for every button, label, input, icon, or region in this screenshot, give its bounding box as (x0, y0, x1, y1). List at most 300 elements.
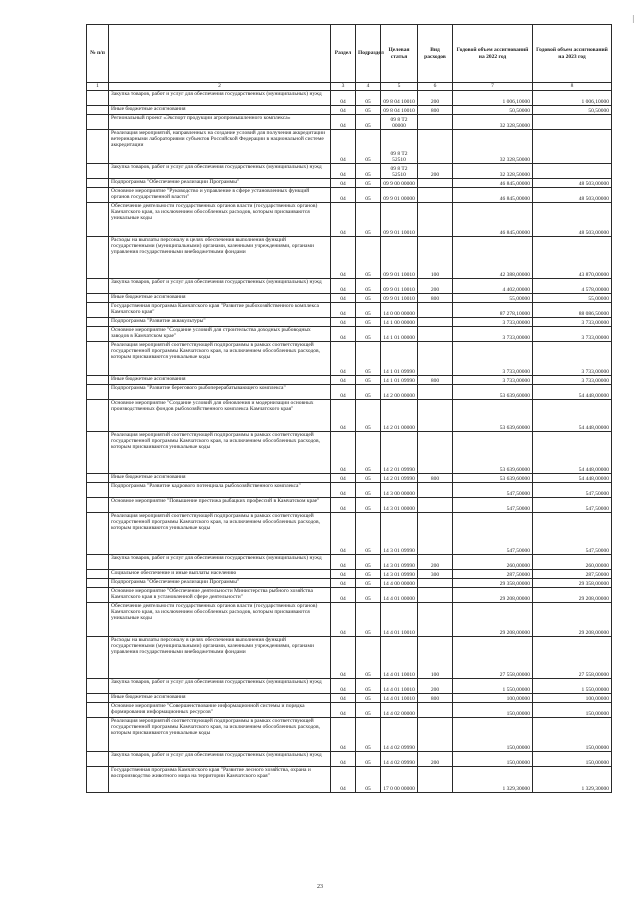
section-cell: 04 (331, 294, 356, 303)
target-article-cell: 14 3 01 09990 (381, 555, 418, 570)
amount-2023-cell: 3 733,00000 (533, 318, 612, 327)
index-cell: 3 (331, 83, 356, 91)
item-name-cell: Иные бюджетные ассигнования (109, 474, 331, 483)
target-article-cell: 09 9 01 10010 (381, 294, 418, 303)
row-number-cell (87, 703, 109, 718)
row-number-cell (87, 179, 109, 188)
table-row (87, 400, 612, 432)
table-row (87, 513, 612, 555)
subsection-cell: 05 (356, 294, 381, 303)
amount-2022-cell: 32 328,50000 (453, 164, 533, 179)
subsection-cell: 05 (356, 555, 381, 570)
row-number-cell (87, 637, 109, 679)
table-row (87, 385, 612, 400)
subsection-cell: 05 (356, 432, 381, 474)
section-cell: 04 (331, 91, 356, 106)
target-article-cell: 09 8 T2 00000 (381, 115, 418, 130)
amount-2023-cell: 29 208,00000 (533, 603, 612, 637)
item-name-cell: Закупка товаров, работ и услуг для обеспечения государственных (муниципальных) нужд (109, 164, 331, 179)
target-article-cell: 14 4 01 10010 (381, 679, 418, 694)
amount-2022-cell: 3 733,00000 (453, 376, 533, 385)
section-cell: 04 (331, 513, 356, 555)
subsection-cell: 05 (356, 188, 381, 203)
amount-2022-cell: 87 278,10000 (453, 303, 533, 318)
section-cell: 04 (331, 203, 356, 237)
table-row (87, 679, 612, 694)
item-name-cell: Реализация мероприятий, направленных на создание условий для получения аккредитации ветеринарными лабораториями субъектов Российской Федерации в национальной системе аккредитации (109, 130, 331, 164)
amount-2023-cell: 27 558,00000 (533, 637, 612, 679)
table-row (87, 637, 612, 679)
amount-2022-cell: 29 208,00000 (453, 603, 533, 637)
amount-2022-cell: 46 845,00000 (453, 188, 533, 203)
target-article-cell: 14 1 01 00000 (381, 327, 418, 342)
subsection-cell: 05 (356, 603, 381, 637)
table-row (87, 694, 612, 703)
subsection-cell: 05 (356, 400, 381, 432)
target-article-cell: 14 4 01 00000 (381, 588, 418, 603)
target-article-cell: 09 9 01 10010 (381, 237, 418, 279)
amount-2022-cell: 150,00000 (453, 718, 533, 752)
target-article-cell: 09 8 T2 52510 (381, 164, 418, 179)
target-article-cell: 09 8 T2 52510 (381, 130, 418, 164)
item-name-cell: Закупка товаров, работ и услуг для обеспечения государственных (муниципальных) нужд (109, 91, 331, 106)
row-number-cell (87, 483, 109, 498)
amount-2023-cell: 29 358,00000 (533, 579, 612, 588)
section-cell: 04 (331, 318, 356, 327)
expense-type-cell: 200 (418, 752, 453, 767)
amount-2022-cell: 46 845,00000 (453, 179, 533, 188)
row-number-cell (87, 203, 109, 237)
row-number-cell (87, 342, 109, 376)
amount-2023-cell: 54 448,00000 (533, 400, 612, 432)
index-cell: 4 (356, 83, 381, 91)
amount-2022-cell: 50,50000 (453, 106, 533, 115)
table-row (87, 130, 612, 164)
row-number-cell (87, 603, 109, 637)
row-number-cell (87, 588, 109, 603)
expense-type-cell (418, 130, 453, 164)
expense-type-cell (418, 342, 453, 376)
header-expense: Вид расходов (418, 25, 453, 83)
amount-2022-cell: 29 208,00000 (453, 588, 533, 603)
subsection-cell: 05 (356, 752, 381, 767)
row-number-cell (87, 115, 109, 130)
amount-2023-cell: 4 578,00000 (533, 279, 612, 294)
target-article-cell: 14 4 02 09990 (381, 752, 418, 767)
expense-type-cell (418, 179, 453, 188)
header-target: Целевая статья (381, 25, 418, 83)
target-article-cell: 09 9 01 10010 (381, 203, 418, 237)
table-row (87, 342, 612, 376)
table-row (87, 483, 612, 498)
index-cell: 7 (453, 83, 533, 91)
margin-mark: | (632, 14, 634, 23)
item-name-cell: Региональный проект «Экспорт продукции агропромышленного комплекса» (109, 115, 331, 130)
amount-2022-cell: 55,00000 (453, 294, 533, 303)
expense-type-cell (418, 188, 453, 203)
section-cell: 04 (331, 498, 356, 513)
row-number-cell (87, 694, 109, 703)
amount-2022-cell: 46 845,00000 (453, 203, 533, 237)
item-name-cell: Подпрограмма "Развитие берегового рыбоперерабатывающего комплекса" (109, 385, 331, 400)
target-article-cell: 14 0 00 00000 (381, 303, 418, 318)
expense-type-cell (418, 588, 453, 603)
item-name-cell: Подпрограмма "Обеспечение реализации Программы" (109, 179, 331, 188)
row-number-cell (87, 376, 109, 385)
row-number-cell (87, 237, 109, 279)
subsection-cell: 05 (356, 91, 381, 106)
subsection-cell: 05 (356, 237, 381, 279)
header-name (109, 25, 331, 83)
row-number-cell (87, 164, 109, 179)
subsection-cell: 05 (356, 115, 381, 130)
target-article-cell: 17 0 00 00000 (381, 767, 418, 793)
target-article-cell: 14 3 01 09990 (381, 570, 418, 579)
subsection-cell: 05 (356, 303, 381, 318)
section-cell: 04 (331, 188, 356, 203)
target-article-cell: 14 4 02 00000 (381, 703, 418, 718)
amount-2022-cell: 3 733,00000 (453, 318, 533, 327)
section-cell: 04 (331, 164, 356, 179)
table-row (87, 474, 612, 483)
row-number-cell (87, 555, 109, 570)
table-row (87, 376, 612, 385)
target-article-cell: 14 4 01 10010 (381, 637, 418, 679)
section-cell: 04 (331, 718, 356, 752)
amount-2023-cell: 43 870,00000 (533, 237, 612, 279)
header-num: № п/п (87, 25, 109, 83)
table-row (87, 237, 612, 279)
target-article-cell: 09 9 01 00000 (381, 188, 418, 203)
expense-type-cell: 200 (418, 279, 453, 294)
subsection-cell: 05 (356, 694, 381, 703)
item-name-cell: Расходы на выплаты персоналу в целях обеспечения выполнения функций государственными (муниципальными) органами, казенными учреждениями, органами управления государственными внебюджетными фондами (109, 237, 331, 279)
header-2023: Годовой объем ассигнований на 2023 год (533, 25, 612, 83)
section-cell: 04 (331, 588, 356, 603)
target-article-cell: 14 4 00 00000 (381, 579, 418, 588)
section-cell: 04 (331, 752, 356, 767)
item-name-cell: Иные бюджетные ассигнования (109, 376, 331, 385)
amount-2022-cell: 547,50000 (453, 483, 533, 498)
index-cell: 6 (418, 83, 453, 91)
index-cell: 1 (87, 83, 109, 91)
target-article-cell: 14 2 00 00000 (381, 385, 418, 400)
item-name-cell: Основное мероприятие "Обеспечение деятельности Министерства рыбного хозяйства Камчатского края в установленной сфере деятельности" (109, 588, 331, 603)
subsection-cell: 05 (356, 385, 381, 400)
item-name-cell: Реализация мероприятий соответствующей подпрограммы в рамках соответствующей государственной программы Камчатского края, за исключением обособленных расходов, которым присваиваются уникальные коды (109, 513, 331, 555)
amount-2022-cell: 3 733,00000 (453, 342, 533, 376)
section-cell: 04 (331, 237, 356, 279)
amount-2023-cell: 547,50000 (533, 513, 612, 555)
subsection-cell: 05 (356, 318, 381, 327)
row-number-cell (87, 579, 109, 588)
expense-type-cell: 800 (418, 376, 453, 385)
section-cell: 04 (331, 637, 356, 679)
amount-2022-cell: 260,00000 (453, 555, 533, 570)
table-row (87, 555, 612, 570)
section-cell: 04 (331, 303, 356, 318)
expense-type-cell: 200 (418, 164, 453, 179)
section-cell: 04 (331, 279, 356, 294)
expense-type-cell (418, 432, 453, 474)
subsection-cell: 05 (356, 718, 381, 752)
expense-type-cell: 200 (418, 679, 453, 694)
target-article-cell: 14 3 01 09990 (381, 513, 418, 555)
table-header-row (87, 25, 612, 83)
expense-type-cell (418, 579, 453, 588)
subsection-cell: 05 (356, 767, 381, 793)
amount-2023-cell: 3 733,00000 (533, 376, 612, 385)
section-cell: 04 (331, 483, 356, 498)
section-cell: 04 (331, 342, 356, 376)
expense-type-cell: 800 (418, 106, 453, 115)
item-name-cell: Социальное обеспечение и иные выплаты населению (109, 570, 331, 579)
amount-2023-cell: 55,00000 (533, 294, 612, 303)
amount-2022-cell: 4 402,00000 (453, 279, 533, 294)
expense-type-cell (418, 483, 453, 498)
expense-type-cell (418, 327, 453, 342)
expense-type-cell: 800 (418, 294, 453, 303)
row-number-cell (87, 718, 109, 752)
target-article-cell: 14 2 01 09990 (381, 432, 418, 474)
target-article-cell: 14 2 01 09990 (381, 474, 418, 483)
table-row (87, 603, 612, 637)
item-name-cell: Иные бюджетные ассигнования (109, 694, 331, 703)
row-number-cell (87, 767, 109, 793)
expense-type-cell (418, 203, 453, 237)
table-row (87, 432, 612, 474)
row-number-cell (87, 106, 109, 115)
table-row (87, 703, 612, 718)
target-article-cell: 09 9 00 00000 (381, 179, 418, 188)
section-cell: 04 (331, 474, 356, 483)
amount-2023-cell: 1 550,00000 (533, 679, 612, 694)
table-row (87, 164, 612, 179)
expense-type-cell (418, 767, 453, 793)
amount-2023-cell: 1 006,10000 (533, 91, 612, 106)
row-number-cell (87, 91, 109, 106)
section-cell: 04 (331, 115, 356, 130)
expense-type-cell (418, 385, 453, 400)
amount-2023-cell (533, 130, 612, 164)
item-name-cell: Подпрограмма "Обеспечение реализации Программы" (109, 579, 331, 588)
table-row (87, 327, 612, 342)
amount-2022-cell: 1 329,30000 (453, 767, 533, 793)
row-number-cell (87, 679, 109, 694)
section-cell: 04 (331, 679, 356, 694)
amount-2023-cell: 547,50000 (533, 483, 612, 498)
item-name-cell: Реализация мероприятий соответствующей подпрограммы в рамках соответствующей государственной программы Камчатского края, за исключением обособленных расходов, которым присваиваются уникальные коды (109, 342, 331, 376)
amount-2022-cell: 1 550,00000 (453, 679, 533, 694)
amount-2023-cell: 150,00000 (533, 718, 612, 752)
item-name-cell: Закупка товаров, работ и услуг для обеспечения государственных (муниципальных) нужд (109, 679, 331, 694)
amount-2023-cell: 547,50000 (533, 498, 612, 513)
item-name-cell: Иные бюджетные ассигнования (109, 106, 331, 115)
amount-2023-cell: 48 503,00000 (533, 203, 612, 237)
expense-type-cell: 100 (418, 237, 453, 279)
subsection-cell: 05 (356, 164, 381, 179)
item-name-cell: Закупка товаров, работ и услуг для обеспечения государственных (муниципальных) нужд (109, 555, 331, 570)
section-cell: 04 (331, 130, 356, 164)
subsection-cell: 05 (356, 130, 381, 164)
table-row (87, 115, 612, 130)
item-name-cell: Реализация мероприятий соответствующей подпрограммы в рамках соответствующей государственной программы Камчатского края, за исключением обособленных расходов, которым присваиваются уникальные коды (109, 718, 331, 752)
expense-type-cell: 800 (418, 694, 453, 703)
subsection-cell: 05 (356, 474, 381, 483)
item-name-cell: Основное мероприятие "Создание условий для строительства доходных рыбоводных заводов в Камчатском крае" (109, 327, 331, 342)
target-article-cell: 09 8 04 10010 (381, 106, 418, 115)
section-cell: 04 (331, 376, 356, 385)
item-name-cell: Государственная программа Камчатского края "Развитие рыбохозяйственного комплекса Камчатского края" (109, 303, 331, 318)
section-cell: 04 (331, 767, 356, 793)
section-cell: 04 (331, 570, 356, 579)
table-row (87, 498, 612, 513)
expense-type-cell (418, 318, 453, 327)
expense-type-cell: 200 (418, 555, 453, 570)
section-cell: 04 (331, 327, 356, 342)
amount-2022-cell: 150,00000 (453, 703, 533, 718)
target-article-cell: 14 1 00 00000 (381, 318, 418, 327)
amount-2022-cell: 53 639,60000 (453, 474, 533, 483)
expense-type-cell (418, 400, 453, 432)
section-cell: 04 (331, 603, 356, 637)
row-number-cell (87, 432, 109, 474)
table-row (87, 303, 612, 318)
expense-type-cell (418, 603, 453, 637)
subsection-cell: 05 (356, 588, 381, 603)
amount-2023-cell: 54 448,00000 (533, 474, 612, 483)
row-number-cell (87, 279, 109, 294)
expense-type-cell (418, 303, 453, 318)
index-cell: 2 (109, 83, 331, 91)
subsection-cell: 05 (356, 279, 381, 294)
amount-2023-cell: 100,00000 (533, 694, 612, 703)
expense-type-cell: 100 (418, 637, 453, 679)
item-name-cell: Основное мероприятие "Повышение престижа рыбацких профессий в Камчатском крае" (109, 498, 331, 513)
amount-2023-cell: 3 733,00000 (533, 342, 612, 376)
row-number-cell (87, 303, 109, 318)
amount-2023-cell: 54 448,00000 (533, 385, 612, 400)
row-number-cell (87, 318, 109, 327)
expense-type-cell (418, 498, 453, 513)
amount-2023-cell: 54 448,00000 (533, 432, 612, 474)
expense-type-cell (418, 703, 453, 718)
table-body (87, 83, 612, 793)
item-name-cell: Подпрограмма "Развитие аквакультуры" (109, 318, 331, 327)
table-row (87, 318, 612, 327)
table-row (87, 188, 612, 203)
target-article-cell: 14 2 01 00000 (381, 400, 418, 432)
target-article-cell: 09 9 01 10010 (381, 279, 418, 294)
row-number-cell (87, 513, 109, 555)
expense-type-cell (418, 115, 453, 130)
row-number-cell (87, 570, 109, 579)
subsection-cell: 05 (356, 342, 381, 376)
item-name-cell: Подпрограмма "Развитие кадрового потенциала рыбохозяйственного комплекса" (109, 483, 331, 498)
amount-2023-cell: 287,50000 (533, 570, 612, 579)
table-row (87, 588, 612, 603)
header-section: Раздел (331, 25, 356, 83)
item-name-cell: Основное мероприятие "Создание условий для обновления и модернизации основных производственных фондов рыбохозяйственного комплекса Камчатского края" (109, 400, 331, 432)
target-article-cell: 14 3 00 00000 (381, 483, 418, 498)
amount-2023-cell: 88 086,50000 (533, 303, 612, 318)
expense-type-cell (418, 718, 453, 752)
amount-2022-cell: 42 388,00000 (453, 237, 533, 279)
header-2022: Годовой объем ассигнований на 2022 год (453, 25, 533, 83)
item-name-cell: Государственная программа Камчатского края "Развитие лесного хозяйства, охрана и воспроизводство животного мира на территории Камчатского края" (109, 767, 331, 793)
amount-2022-cell: 547,50000 (453, 513, 533, 555)
subsection-cell: 05 (356, 327, 381, 342)
target-article-cell: 14 3 01 00000 (381, 498, 418, 513)
amount-2022-cell: 53 639,60000 (453, 400, 533, 432)
amount-2022-cell: 547,50000 (453, 498, 533, 513)
amount-2023-cell: 150,00000 (533, 703, 612, 718)
amount-2022-cell: 3 733,00000 (453, 327, 533, 342)
amount-2023-cell (533, 115, 612, 130)
amount-2023-cell: 1 329,30000 (533, 767, 612, 793)
amount-2022-cell: 32 328,50000 (453, 130, 533, 164)
amount-2022-cell: 29 358,00000 (453, 579, 533, 588)
expense-type-cell: 300 (418, 570, 453, 579)
subsection-cell: 05 (356, 106, 381, 115)
amount-2023-cell: 50,50000 (533, 106, 612, 115)
section-cell: 04 (331, 400, 356, 432)
expense-type-cell: 800 (418, 474, 453, 483)
section-cell: 04 (331, 555, 356, 570)
target-article-cell: 14 4 01 10010 (381, 694, 418, 703)
row-number-cell (87, 400, 109, 432)
section-cell: 04 (331, 179, 356, 188)
amount-2023-cell: 3 733,00000 (533, 327, 612, 342)
item-name-cell: Иные бюджетные ассигнования (109, 294, 331, 303)
amount-2023-cell: 48 503,00000 (533, 188, 612, 203)
table-row (87, 752, 612, 767)
subsection-cell: 05 (356, 570, 381, 579)
subsection-cell: 05 (356, 513, 381, 555)
amount-2023-cell (533, 164, 612, 179)
target-article-cell: 14 1 01 09990 (381, 376, 418, 385)
table-row (87, 279, 612, 294)
expense-type-cell (418, 513, 453, 555)
subsection-cell: 05 (356, 579, 381, 588)
subsection-cell: 05 (356, 376, 381, 385)
index-cell: 5 (381, 83, 418, 91)
table-row (87, 767, 612, 793)
table-row (87, 579, 612, 588)
amount-2022-cell: 53 639,60000 (453, 385, 533, 400)
amount-2022-cell: 32 328,50000 (453, 115, 533, 130)
row-number-cell (87, 188, 109, 203)
subsection-cell: 05 (356, 679, 381, 694)
amount-2022-cell: 150,00000 (453, 752, 533, 767)
table-row (87, 203, 612, 237)
item-name-cell: Обеспечение деятельности государственных органов власти (государственных органов) Камчатского края, за исключением обособленных расходов, которым присваиваются уникальные коды (109, 603, 331, 637)
header-subsection: Подраздел (356, 25, 381, 83)
amount-2022-cell: 1 006,10000 (453, 91, 533, 106)
index-cell: 8 (533, 83, 612, 91)
amount-2022-cell: 27 558,00000 (453, 637, 533, 679)
table-row (87, 91, 612, 106)
item-name-cell: Обеспечение деятельности государственных органов власти (государственных органов) Камчатского края, за исключением обособленных расходов, которым присваиваются уникальные коды (109, 203, 331, 237)
item-name-cell: Основное мероприятие "Совершенствование информационной системы и порядка формирования информационных ресурсов" (109, 703, 331, 718)
amount-2022-cell: 100,00000 (453, 694, 533, 703)
section-cell: 04 (331, 579, 356, 588)
subsection-cell: 05 (356, 637, 381, 679)
amount-2023-cell: 48 503,00000 (533, 179, 612, 188)
row-number-cell (87, 294, 109, 303)
table-row (87, 294, 612, 303)
amount-2022-cell: 287,50000 (453, 570, 533, 579)
